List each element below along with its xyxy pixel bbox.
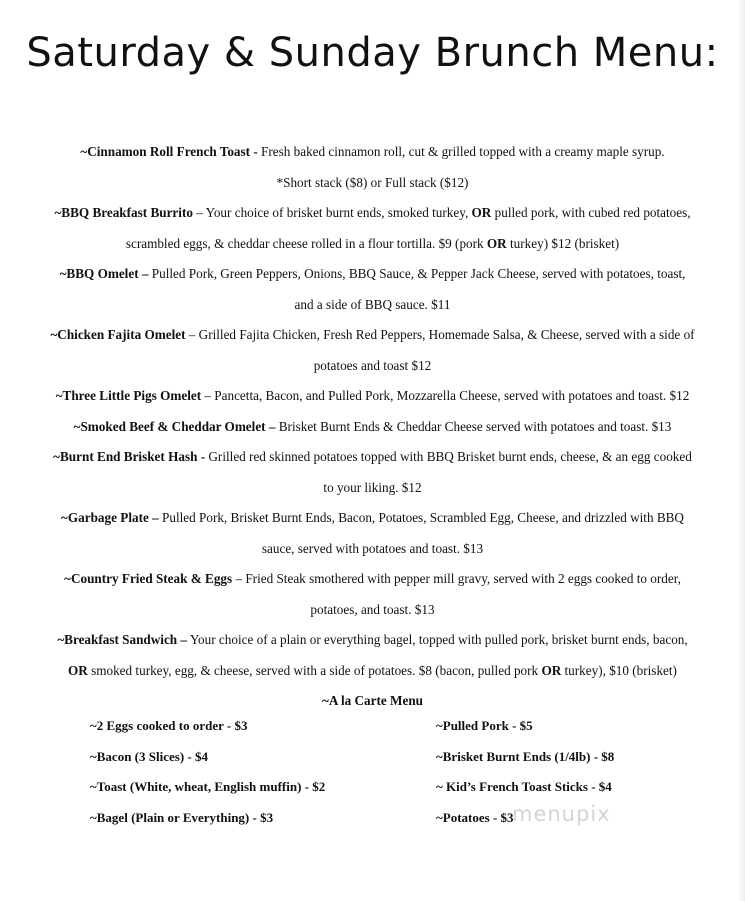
or-keyword: OR bbox=[68, 662, 88, 678]
item-description: – Fried Steak smothered with pepper mill gravy, served with 2 eggs cooked to order, bbox=[232, 571, 681, 586]
menu-item-chicken-fajita-omelet bbox=[20, 320, 725, 351]
item-name: ~Cinnamon Roll French Toast - bbox=[80, 144, 258, 159]
menu-item-burnt-end-brisket-hash bbox=[20, 442, 725, 473]
item-description: – Grilled Fajita Chicken, Fresh Red Peppers, Homemade Salsa, & Cheese, served with a side of bbox=[185, 327, 695, 342]
alacarte-item: ~Pulled Pork - $5 bbox=[436, 718, 533, 733]
alacarte-left-column bbox=[90, 711, 325, 834]
item-name: ~BBQ Breakfast Burrito bbox=[54, 205, 193, 220]
menu-item-bbq-breakfast-burrito bbox=[20, 198, 725, 229]
item-description-continued: potatoes and toast $12 bbox=[313, 357, 432, 373]
item-name: ~Garbage Plate – bbox=[61, 510, 159, 525]
alacarte-item: ~Brisket Burnt Ends (1/4lb) - $8 bbox=[436, 748, 615, 764]
item-price-line: *Short stack ($8) or Full stack ($12) bbox=[276, 174, 469, 190]
item-description-continued bbox=[20, 656, 725, 687]
watermark-logo: menupix bbox=[512, 802, 611, 826]
item-description: pulled pork, with cubed red potatoes, bbox=[491, 205, 691, 220]
item-description: – Pancetta, Bacon, and Pulled Pork, Mozzarella Cheese, served with potatoes and toast. $12 bbox=[201, 388, 690, 403]
alacarte-item: ~2 Eggs cooked to order - $3 bbox=[90, 718, 248, 733]
alacarte-heading: ~A la Carte Menu bbox=[322, 693, 423, 708]
item-description: smoked turkey, egg, & cheese, served with a side of potatoes. $8 (bacon, pulled pork bbox=[87, 662, 542, 678]
menu-item-bbq-omelet bbox=[20, 259, 725, 290]
item-description: turkey) $12 (brisket) bbox=[506, 235, 620, 251]
alacarte-item: ~Bagel (Plain or Everything) - $3 bbox=[90, 810, 274, 826]
item-description: turkey), $10 (brisket) bbox=[561, 662, 677, 678]
menu-item-garbage-plate bbox=[20, 503, 725, 534]
item-name: ~Breakfast Sandwich – bbox=[57, 632, 188, 647]
item-description: Pulled Pork, Green Peppers, Onions, BBQ Sauce, & Pepper Jack Cheese, served with potatoes, toast, bbox=[148, 266, 686, 281]
item-description-continued bbox=[20, 229, 725, 260]
item-description: – Your choice of brisket burnt ends, smoked turkey, bbox=[192, 205, 472, 220]
item-description-continued: potatoes, and toast. $13 bbox=[310, 601, 435, 617]
or-keyword: OR bbox=[471, 205, 492, 220]
item-name: ~Smoked Beef & Cheddar Omelet – bbox=[73, 418, 276, 434]
or-keyword: OR bbox=[486, 235, 507, 251]
item-description-continued: and a side of BBQ sauce. $11 bbox=[294, 296, 451, 312]
menu-item-smoked-beef-cheddar-omelet bbox=[20, 412, 725, 443]
alacarte-item: ~Bacon (3 Slices) - $4 bbox=[90, 748, 208, 764]
brunch-items bbox=[20, 137, 725, 717]
alacarte-item: ~Toast (White, wheat, English muffin) - $2 bbox=[90, 779, 326, 795]
item-name: ~BBQ Omelet – bbox=[59, 266, 149, 281]
or-keyword: OR bbox=[541, 662, 562, 678]
item-description-continued: to your liking. $12 bbox=[323, 479, 422, 495]
item-name: ~Three Little Pigs Omelet bbox=[55, 388, 202, 403]
item-description: Grilled red skinned potatoes topped with BBQ Brisket burnt ends, cheese, & an egg cooked bbox=[205, 449, 692, 464]
item-name: ~Country Fried Steak & Eggs bbox=[64, 571, 233, 586]
page-edge-shadow bbox=[737, 0, 745, 901]
page-title: Saturday & Sunday Brunch Menu: bbox=[26, 30, 719, 76]
menu-item-breakfast-sandwich bbox=[20, 625, 725, 656]
menu-item-country-fried-steak-eggs bbox=[20, 564, 725, 595]
item-description: Fresh baked cinnamon roll, cut & grilled topped with a creamy maple syrup. bbox=[257, 144, 665, 159]
item-description: Pulled Pork, Brisket Burnt Ends, Bacon, Potatoes, Scrambled Egg, Cheese, and drizzled with BBQ bbox=[158, 510, 684, 525]
item-name: ~Burnt End Brisket Hash - bbox=[53, 449, 206, 464]
item-description: scrambled eggs, & cheddar cheese rolled in a flour tortilla. $9 (pork bbox=[125, 235, 487, 251]
menu-item-cinnamon-roll-french-toast bbox=[20, 137, 725, 168]
alacarte-item: ~Potatoes - $3 bbox=[436, 810, 514, 826]
alacarte-item: ~ Kid’s French Toast Sticks - $4 bbox=[436, 779, 612, 795]
item-description: Brisket Burnt Ends & Cheddar Cheese served with potatoes and toast. $13 bbox=[275, 418, 672, 434]
item-description: Your choice of a plain or everything bagel, topped with pulled pork, brisket burnt ends, bacon, bbox=[187, 632, 688, 647]
item-description-continued: sauce, served with potatoes and toast. $13 bbox=[261, 540, 484, 556]
item-name: ~Chicken Fajita Omelet bbox=[50, 327, 186, 342]
menu-item-three-little-pigs-omelet bbox=[20, 381, 725, 412]
